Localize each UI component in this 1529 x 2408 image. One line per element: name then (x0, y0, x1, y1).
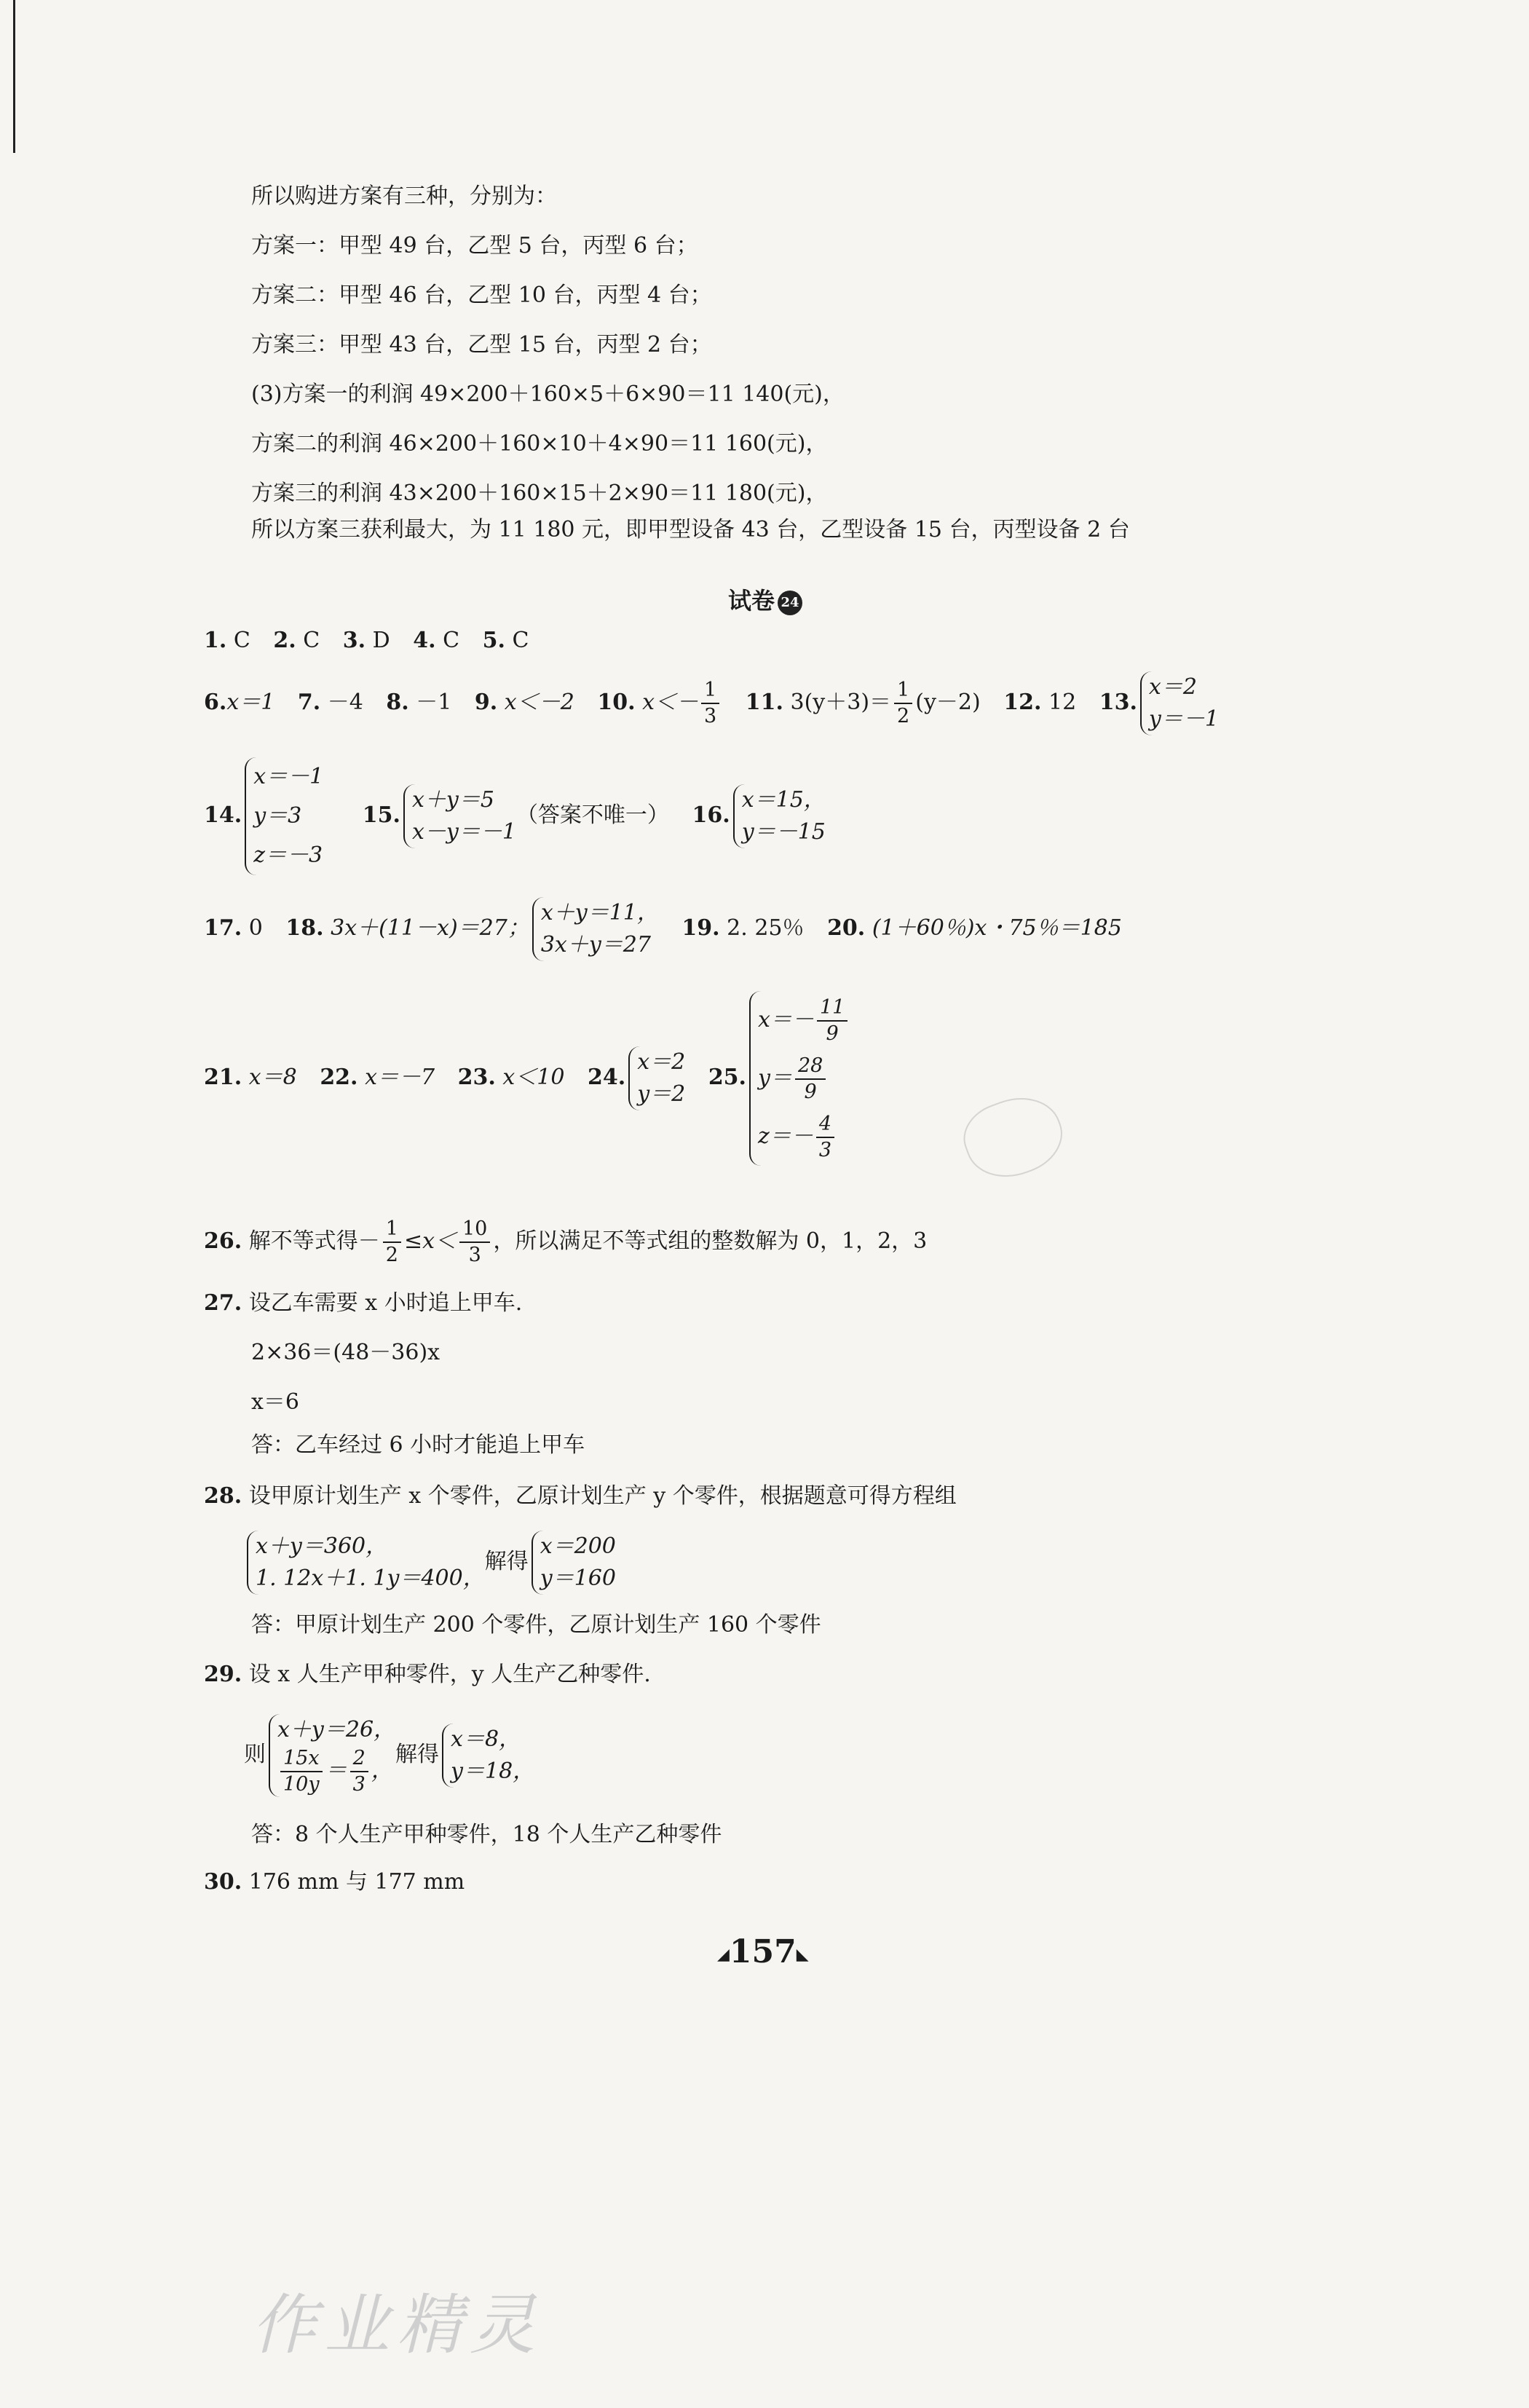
q-number: 14. (204, 802, 242, 828)
system-row: 3x＋y＝27 (540, 932, 651, 958)
q-number: 30. (204, 1869, 242, 1895)
equation-system (245, 757, 323, 875)
q-number: 3. (342, 628, 366, 653)
answer: x＝8 (248, 1065, 297, 1090)
page-number-text: 157 (729, 1933, 797, 1970)
equation-system (442, 1724, 534, 1788)
answer: 设 x 人生产甲种零件，y 人生产乙种零件. (248, 1662, 651, 1687)
q-number: 21. (204, 1065, 242, 1090)
q-number: 7. (297, 690, 321, 715)
row-text: z＝－ (758, 1124, 813, 1149)
denominator: 3 (818, 1139, 832, 1161)
then-label: 则 (244, 1742, 266, 1767)
answer: 设乙车需要 x 小时追上甲车. (248, 1290, 523, 1316)
answer: (y－2) (915, 690, 981, 715)
system-row: y＝2 (637, 1081, 686, 1107)
answer-28-system (244, 1522, 616, 1602)
equation-system (628, 1046, 685, 1110)
top-line-2: 方案一：甲型 49 台，乙型 5 台，丙型 6 台； (251, 233, 698, 258)
system-row (758, 991, 850, 1049)
q-number: 9. (474, 690, 498, 715)
row-text: x＝－ (758, 1007, 814, 1033)
comma: ， (371, 1758, 393, 1783)
system-row: y＝3 (253, 803, 302, 829)
q-number: 6. (204, 690, 227, 715)
equation-system (247, 1531, 485, 1595)
numerator: 11 (817, 995, 848, 1022)
row-text: y＝ (758, 1065, 792, 1091)
answer: x＝1 (226, 690, 275, 715)
q-number: 13. (1099, 690, 1137, 715)
system-row: x＝2 (637, 1049, 686, 1075)
note: （答案不唯一） (515, 802, 669, 828)
answer: 3(y＋3)＝ (790, 690, 892, 715)
q-number: 29. (204, 1662, 242, 1687)
q-number: 27. (204, 1290, 242, 1316)
watermark: 作业精灵 (251, 2287, 542, 2364)
system-row: y＝－1 (1148, 706, 1219, 732)
fraction (280, 1746, 323, 1797)
answer: C (443, 628, 460, 653)
right-triangle-icon: ◣ (796, 1944, 809, 1964)
answer: C (512, 628, 529, 653)
fraction (383, 1217, 401, 1268)
q-number: 2. (273, 628, 296, 653)
section-title (728, 583, 802, 616)
binding-edge (13, 0, 15, 153)
q-number: 15. (362, 802, 400, 828)
numerator: 2 (350, 1746, 368, 1772)
answer: －4 (327, 690, 363, 715)
q-number: 26. (204, 1228, 242, 1254)
answers-17-20 (204, 892, 1122, 965)
q-number: 23. (457, 1065, 496, 1090)
answer: x＜－ (642, 690, 699, 715)
system-row: x＝15， (741, 787, 826, 813)
solve-label: 解得 (484, 1549, 529, 1574)
q-number: 20. (827, 915, 866, 941)
equation-system (1140, 671, 1219, 735)
answer-26 (204, 1212, 927, 1271)
answer: 2. 25％ (727, 915, 805, 941)
system-row: x＋y＝11， (540, 900, 659, 925)
answer: 3x＋(11－x)＝27； (331, 915, 529, 941)
system-row: y＝18， (451, 1758, 535, 1784)
system-row: x＋y＝5 (411, 787, 494, 813)
top-line-3: 方案二：甲型 46 台，乙型 10 台，丙型 4 台； (251, 283, 712, 308)
denominator: 2 (385, 1244, 398, 1266)
equation-system (532, 1531, 616, 1595)
denominator: 3 (352, 1773, 366, 1796)
top-line-8: 所以方案三获利最大，为 11 180 元，即甲型设备 43 台，乙型设备 15 台，丙型设备 2 台 (251, 517, 1130, 542)
q-number: 10. (597, 690, 636, 715)
answer-29-line-1 (204, 1660, 651, 1689)
equation-system (269, 1714, 395, 1797)
system-row (758, 1108, 850, 1166)
answers-6-13 (204, 670, 1219, 735)
answer-28-conclusion: 答：甲原计划生产 200 个零件，乙原计划生产 160 个零件 (251, 1612, 821, 1638)
denominator: 2 (897, 705, 910, 727)
system-row (277, 1746, 395, 1797)
top-line-5: (3)方案一的利润 49×200＋160×5＋6×90＝11 140(元)， (251, 382, 845, 407)
answer: C (233, 628, 250, 653)
left-triangle-icon: ◢ (717, 1944, 730, 1964)
numerator: 10 (459, 1217, 490, 1243)
answer: x＜－2 (504, 690, 574, 715)
page-number (717, 1933, 809, 1970)
answer: x＜10 (502, 1065, 565, 1090)
q-number: 8. (386, 690, 409, 715)
answer: 设甲原计划生产 x 个零件，乙原计划生产 y 个零件，根据题意可得方程组 (248, 1483, 957, 1509)
equals: ＝ (325, 1758, 347, 1783)
stamp-mark (955, 1085, 1072, 1190)
system-row (758, 1049, 850, 1108)
numerator: 15x (280, 1746, 323, 1772)
fraction (816, 1112, 834, 1163)
system-row: y＝－15 (741, 819, 826, 845)
system-row: x－y＝－1 (411, 819, 516, 845)
answer: 0 (248, 915, 263, 941)
answer: －1 (416, 690, 452, 715)
fraction (459, 1217, 490, 1268)
answer-27-line-4: 答：乙车经过 6 小时才能追上甲车 (251, 1432, 585, 1458)
q-number: 25. (708, 1065, 747, 1090)
answer: 176 mm 与 177 mm (248, 1869, 465, 1895)
answer: ≤x＜ (403, 1228, 457, 1254)
denominator: 3 (468, 1244, 481, 1266)
denominator: 9 (804, 1081, 817, 1103)
q-number: 18. (285, 915, 324, 941)
system-row: x＝2 (1148, 674, 1197, 700)
section-title-text: 试卷 (728, 587, 775, 615)
top-line-7: 方案三的利润 43×200＋160×15＋2×90＝11 180(元)， (251, 481, 828, 506)
system-row: 1. 12x＋1. 1y＝400， (256, 1566, 485, 1591)
system-row: y＝160 (540, 1566, 616, 1591)
fraction (795, 1054, 826, 1105)
answer: 12 (1048, 690, 1077, 715)
system-row: x＝8， (451, 1726, 521, 1752)
answer-27-line-2: 2×36＝(48－36)x (251, 1340, 440, 1365)
answers-21-25 (204, 979, 850, 1176)
q-number: 12. (1003, 690, 1042, 715)
denominator: 3 (704, 705, 717, 727)
answers-14-16 (204, 757, 826, 875)
solve-label: 解得 (395, 1742, 440, 1767)
q-number: 28. (204, 1483, 242, 1509)
answer-27-line-3: x＝6 (251, 1389, 300, 1415)
equation-system (532, 897, 659, 961)
top-line-4: 方案三：甲型 43 台，乙型 15 台，丙型 2 台； (251, 332, 712, 358)
q-number: 11. (745, 690, 783, 715)
numerator: 1 (894, 678, 912, 704)
numerator: 1 (701, 678, 719, 704)
answer-29-system (244, 1704, 534, 1806)
system-row: x＋y＝26， (277, 1717, 396, 1742)
system-row: x＝－1 (253, 764, 324, 789)
system-row: z＝－3 (253, 842, 323, 868)
q-number: 5. (482, 628, 505, 653)
equation-system (733, 784, 826, 848)
numerator: 1 (383, 1217, 401, 1243)
q-number: 22. (320, 1065, 358, 1090)
answer: 解不等式得－ (248, 1228, 380, 1254)
answer-27-line-1 (204, 1289, 522, 1318)
q-number: 4. (413, 628, 436, 653)
fraction (817, 995, 848, 1046)
answer-28-line-1 (204, 1482, 957, 1511)
equation-system (749, 991, 850, 1166)
fraction (701, 678, 719, 729)
answer-30 (204, 1868, 465, 1897)
fraction (894, 678, 912, 729)
answer: (1＋60％)x・75％＝185 (872, 915, 1122, 941)
answer: ，所以满足不等式组的整数解为 0，1，2，3 (493, 1228, 928, 1254)
numerator: 28 (795, 1054, 826, 1080)
equation-system (403, 784, 516, 848)
answer-29-conclusion: 答：8 个人生产甲种零件，18 个人生产乙种零件 (251, 1822, 722, 1847)
q-number: 19. (681, 915, 720, 941)
top-line-1: 所以购进方案有三种，分别为： (251, 183, 557, 209)
numerator: 4 (816, 1112, 834, 1138)
q-number: 1. (204, 628, 227, 653)
section-number-badge: 24 (778, 591, 802, 615)
top-line-6: 方案二的利润 46×200＋160×10＋4×90＝11 160(元)， (251, 431, 828, 457)
answer: C (303, 628, 320, 653)
system-row: x＋y＝360， (256, 1533, 388, 1559)
q-number: 24. (588, 1065, 626, 1090)
fraction (350, 1746, 368, 1797)
answer: x＝－7 (365, 1065, 435, 1090)
q-number: 17. (204, 915, 242, 941)
q-number: 16. (692, 802, 730, 828)
denominator: 10y (283, 1773, 320, 1796)
system-row: x＝200 (540, 1533, 616, 1559)
answer: D (372, 628, 390, 653)
answers-1-5 (204, 626, 529, 655)
denominator: 9 (826, 1022, 839, 1045)
